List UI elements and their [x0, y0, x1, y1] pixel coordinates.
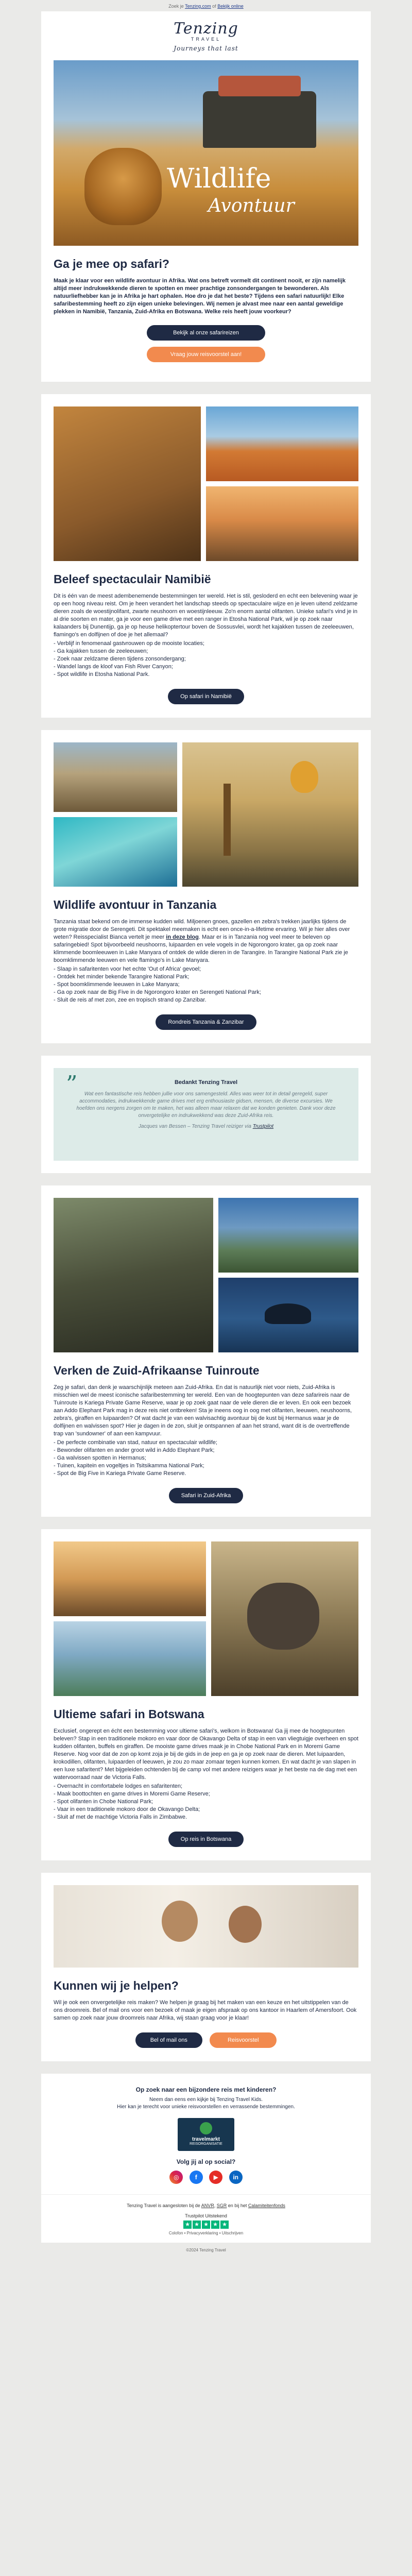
tanzania-title: Wildlife avontuur in Tanzania — [54, 898, 217, 911]
sunset-photo[interactable] — [206, 486, 358, 561]
mokoro-photo[interactable] — [54, 1541, 206, 1616]
social-title: Volg jij al op social? — [176, 2158, 236, 2165]
list-item: - De perfecte combinatie van stad, natuur en spectaculair wildlife; — [54, 1439, 217, 1446]
all-safaris-button[interactable]: Bekijk al onze safarireizen — [147, 325, 265, 341]
list-item: - Maak boottochten en game drives in Moremi Game Reserve; — [54, 1791, 210, 1797]
balloon-icon — [290, 761, 318, 793]
namibia-card — [41, 394, 371, 718]
botswana-list — [54, 1783, 358, 1821]
footer — [41, 2074, 371, 2194]
list-item: - Ga walvissen spotten in Hermanus; — [54, 1455, 146, 1461]
review-box — [54, 1068, 358, 1161]
intro-title: Ga je mee op safari? — [54, 257, 169, 270]
tanzania-photo-grid — [54, 742, 358, 887]
proposal-button[interactable]: Reisvoorstel — [210, 2032, 277, 2048]
star-icon: ★ — [220, 2221, 229, 2229]
trustpilot-label: Trustpilot — [185, 2213, 204, 2218]
tanzania-blog-link[interactable]: in deze blog — [166, 934, 199, 940]
botswana-title: Ultieme safari in Botswana — [54, 1707, 204, 1721]
list-item: - Vaar in een traditionele mokoro door de Okavango Delta; — [54, 1806, 200, 1812]
namibia-text: Dit is één van de meest adembenemende bestemmingen ter wereld. Het is stil, gesloderd en echt een belevening waar je op een hoog niveau reist. Om je heen verandert het landschap steeds op spectaculaire wijze en je leven uitend zeldzame dieren zoals de woestijnolifant, zwarte neushoorn en woestijnleeuw. Zo'n enorm aantal olifanten. Unieke safari's vind je in al drie soorten en mater, ga je voor een game drive met een ranger in Etosha National Park, wil je op zoek naar kalaanders bij Dunentijp, ga je op heuse helikoptertour boven de Sossusvlei, wordt het kajakken tussen de zeeleeuwen, flamingo's en dolfijnen of doe je het allemaal? — [54, 593, 358, 638]
list-item: - Overnacht in comfortabele lodges en safaritenten; — [54, 1783, 183, 1789]
list-item: - Spot boomklimmende leeuwen in Lake Manyara; — [54, 981, 180, 988]
footer-title: Op zoek naar een bijzondere reis met kinderen? — [135, 2086, 277, 2093]
anvr-link[interactable]: ANVR — [201, 2203, 214, 2208]
list-item: - Bewonder olifanten en ander groot wild in Addo Elephant Park; — [54, 1447, 215, 1453]
youtube-icon[interactable]: ▶ — [209, 2171, 222, 2184]
help-text: Wil je ook een onvergetelijke reis maken? We helpen je graag bij het maken van een keuze en het uitstippelen van de ons droomreis. Bel of mail ons voor een bezoek of maak je eigen afspraak op ons kantoor in Haarlem of Amersfoort. Ook samen op zoek naar jouw droomreis naar Afrika, wij staan graag voor je klaar! — [54, 1999, 357, 2021]
tanzania-card — [41, 730, 371, 1043]
balloon-giraffe-photo[interactable] — [182, 742, 358, 887]
social-links — [41, 2171, 371, 2184]
botswana-text: Exclusief, ongerept en écht een bestemming voor ultieme safari's, welkom in Botswana! Ga jij mee de hoogtepunten beleven? Stap in een traditionele mokoro en vaar door de Okavango Delta of stap in een van vliegtuigje overheen en spot kudden olifanten, buffels en giraffen. De mooiste game drives maak je in Chobe National Park en in Moremi Game Reserve. Nog voor dat de zon op komt zoja je bij de gids in de jeep en ga je op zoek naar de dieren. Met luipaarden, krokodillen, olifanten, luipaarden of leeuwen, je zou zo maar zomaar tegen kunnen komen. En wat dacht je van slapen in een luxe safaritent? Met bijgeleiden ochtenden bij de camp vol met andere reizigers waar je het beste na de dag met een watervoorraad naar de Victoria Falls. — [54, 1728, 358, 1781]
review-card — [41, 1056, 371, 1173]
coast-road-photo[interactable] — [218, 1198, 358, 1273]
trustpilot-link[interactable]: Trustpilot — [252, 1124, 274, 1129]
tanzania-list — [54, 965, 358, 1004]
botswana-card — [41, 1529, 371, 1860]
south-africa-title: Verken de Zuid-Afrikaanse Tuinroute — [54, 1364, 260, 1377]
south-africa-button[interactable]: Safari in Zuid-Afrika — [169, 1488, 244, 1503]
preheader-link-online[interactable]: Bekijk online — [217, 4, 244, 9]
legal-text-a: Tenzing Travel is aangesloten bij de — [127, 2203, 200, 2208]
travelmarkt-badge[interactable] — [178, 2118, 234, 2151]
tanzania-text-b: . Maar er is in Tanzania nog veel meer te beleven op safaringebied! Spot bijvoorbeeld neushoorns, luipaarden en vele vogels in de Ngorongoro krater, ga op zoek naar klimmende boomleeuwen in Lake Manyara of ontdek de wilde dieren in de Tarangire. In Tarangire National Park zie je boomklimmende leeuwen en vele flamingo's in Lake Manyara. — [54, 934, 348, 963]
namibia-photo-grid — [54, 406, 358, 561]
elephant-photo[interactable] — [54, 1198, 213, 1352]
star-icon: ★ — [202, 2221, 210, 2229]
list-item: - Verblijf in fenomenaal gastvrouwen op de mooiste locaties; — [54, 640, 204, 647]
list-item: - Spot olifanten in Chobe National Park; — [54, 1799, 153, 1805]
intro-lead: Maak je klaar voor een wildlife avontuur in Afrika. Wat ons betreft vormelt dit continent nooit, er zijn namelijk altijd meer indrukwekkende dieren te spotten en meer prachtige zonsondergangen te bewonderen. Als natuurliefhebber kan je in Afrika je hart ophalen. Hoe dro je dat het beste? Tijdens een safari natuurlijk! Elke safaribestemming heeft zo zijn eigen unieke belevingen. Wij nemen je alvast mee naar een aantal geweldige plekken in Namibië, Tanzania, Zuid-Afrika en Botswana. Welke reis heeft jouw voorkeur? — [54, 278, 346, 315]
list-item: - Tuinen, kapitein en vogeltjes in Tsitsikamma National Park; — [54, 1463, 204, 1469]
help-card — [41, 1873, 371, 2061]
namibia-title: Beleef spectaculair Namibië — [54, 572, 211, 586]
preheader-link-site[interactable]: Tenzing.com — [185, 4, 211, 9]
lion-image — [84, 148, 162, 225]
whale-photo[interactable] — [218, 1278, 358, 1352]
list-item: - Spot wildlife in Etosha National Park. — [54, 671, 150, 677]
brand-sub: TRAVEL — [191, 37, 221, 42]
south-africa-list — [54, 1439, 358, 1478]
legal-line — [41, 2203, 371, 2208]
botswana-photo-grid — [54, 1541, 358, 1696]
sgr-link[interactable]: SGR — [216, 2203, 227, 2208]
help-title: Kunnen wij je helpen? — [54, 1979, 179, 1992]
review-title: Bedankt Tenzing Travel — [174, 1079, 238, 1086]
email-wrapper — [41, 0, 371, 2259]
tanzania-text-a: Tanzania staat bekend om de immense kudden wild. Miljoenen gnoes, gazellen en zebra's trekken jaarlijks tijdens de grote migratie door de Serengeti. Dit spektakel meemaken is echt een once-in-a-lifetime ervaring. Wil je hier alles over weten? Reisspecialist Bianca vertelt je meer — [54, 919, 350, 940]
review-author-text: Jacques van Bessen – Tenzing Travel reiziger via — [138, 1124, 251, 1129]
calamity-fund-link[interactable]: Calamiteitenfonds — [248, 2203, 285, 2208]
badge-title: travelmarkt — [192, 2137, 220, 2142]
star-icon: ★ — [193, 2221, 201, 2229]
star-icon: ★ — [183, 2221, 192, 2229]
quote-icon: ” — [66, 1071, 78, 1097]
tanzania-text — [54, 918, 358, 964]
list-item: - Ga kajakken tussen de zeeleeuwen; — [54, 648, 148, 654]
footer-line-1: Neem dan eens een kijkje bij Tenzing Travel Kids. — [149, 2097, 263, 2103]
legal-text-c: en bij het — [228, 2203, 247, 2208]
hero-subtitle: Avontuur — [208, 195, 295, 216]
star-icon: ★ — [211, 2221, 219, 2229]
copyright: ©2024 Tenzing Travel — [186, 2248, 226, 2252]
footer-line-2: Hier kan je terecht voor unieke reisvoorstellen en verrassende bestemmingen. — [117, 2104, 295, 2110]
elephant-water-photo[interactable] — [211, 1541, 358, 1696]
tanzania-button[interactable]: Rondreis Tanzania & Zanzibar — [156, 1014, 256, 1030]
footer-links[interactable]: Colofon • Privacyverklaring • Uitschrijven — [168, 2231, 244, 2235]
leopard-photo[interactable] — [54, 406, 201, 561]
list-item: - Ga op zoek naar de Big Five in de Ngorongoro krater en Serengeti National Park; — [54, 989, 261, 995]
avatar — [162, 1901, 198, 1942]
list-item: - Zoek naar zeldzame dieren tijdens zonsondergang; — [54, 656, 186, 662]
dunes-photo[interactable] — [206, 406, 358, 481]
facebook-icon[interactable]: f — [190, 2171, 203, 2184]
namibia-list — [54, 640, 358, 679]
elephant-icon — [247, 1583, 319, 1650]
team-photo[interactable] — [54, 1885, 358, 1968]
call-mail-button[interactable]: Bel of mail ons — [135, 2032, 202, 2048]
whale-icon — [265, 1303, 311, 1324]
intro-card — [41, 60, 371, 382]
brand-name: Tenzing — [174, 20, 238, 38]
waterfall-photo[interactable] — [54, 1621, 206, 1696]
list-item: - Spot de Big Five in Kariega Private Game Reserve. — [54, 1470, 186, 1477]
review-author — [74, 1124, 338, 1129]
brand-tagline: Journeys that last — [174, 45, 238, 52]
safari-jeep-image — [203, 91, 316, 148]
hero-image[interactable] — [54, 60, 358, 246]
south-africa-photo-grid — [54, 1198, 358, 1352]
help-photo-grid — [54, 1885, 358, 1968]
request-proposal-button[interactable]: Vraag jouw reisvoorstel aan! — [147, 347, 265, 362]
giraffe-icon — [224, 784, 231, 856]
botswana-button[interactable]: Op reis in Botswana — [168, 1832, 244, 1847]
hero-title: Wildlife — [167, 163, 271, 194]
logo-header[interactable] — [41, 11, 371, 60]
namibia-button[interactable]: Op safari in Namibië — [168, 689, 244, 704]
sun-logo-icon — [200, 2122, 212, 2134]
trustpilot-score: Uitstekend — [205, 2213, 227, 2218]
badge-sub: REISORGANISATIE — [190, 2142, 222, 2146]
instagram-icon[interactable]: ◎ — [169, 2171, 183, 2184]
list-item: - Sluit de reis af met zon, zee en tropisch strand op Zanzibar. — [54, 997, 207, 1003]
list-item: - Sluit af met de machtige Victoria Falls in Zimbabwe. — [54, 1814, 187, 1820]
list-item: - Slaap in safaritenten voor het echte 'Out of Africa' gevoel; — [54, 966, 201, 972]
south-africa-text: Zeg je safari, dan denk je waarschijnlijk meteen aan Zuid-Afrika. En dat is natuurlijk niet voor niets, Zuid-Afrika is misschien wel de meest iconische safaribestemming ter wereld. Een van de hoogtepunten van deze safarireis naar de Tuinroute is Kariega Private Game Reserve, waar je op zoek gaat naar de vele dieren die er leven. En ook een bezoek aan Addo Elephant Park mag in deze reis niet ontbreken! Sta je ineens oog in oog met olifanten, leeuwen, neushoorns, zebra's, giraffen en luipaarden? Of wat dacht je van een walvisachtig avontuur bij de kust bij Hermanus waar je de dolfijnen en walvissen spot? Hier je dagen in de zon, sluit je ontspannen af aan het strand, want dit is de overtreffende trap van 'sundowner' of aan een kampvuur. — [54, 1384, 352, 1437]
list-item: - Wandel langs de kloof van Fish River Canyon; — [54, 664, 173, 670]
review-body: Wat een fantastische reis hebben jullie voor ons samengesteld. Alles was weer tot in detail geregeld, super accommodaties, indrukwekkende game drives met erg enthousiaste gidsen, mensen, de diverse excursies. We hoefden ons nergens zorgen om te maken, het was alleen maar relaxen dat we konden genieten. Dank voor deze onvergetelijke en indrukwekkend was deze Zuid-Afrika reis. — [76, 1091, 336, 1118]
preheader — [41, 0, 371, 11]
wildebeest-photo[interactable] — [54, 742, 177, 812]
legal-text-b: , — [214, 2203, 216, 2208]
trustpilot-block[interactable] — [41, 2213, 371, 2229]
zanzibar-beach-photo[interactable] — [54, 817, 177, 887]
preheader-prefix: Zoek je — [168, 4, 184, 9]
linkedin-icon[interactable]: in — [229, 2171, 243, 2184]
south-africa-card — [41, 1185, 371, 1517]
trustpilot-stars — [41, 2221, 371, 2229]
avatar — [229, 1906, 262, 1943]
list-item: - Ontdek het minder bekende Tarangire National Park; — [54, 974, 190, 980]
legal-section — [41, 2194, 371, 2243]
preheader-middle: of — [212, 4, 216, 9]
